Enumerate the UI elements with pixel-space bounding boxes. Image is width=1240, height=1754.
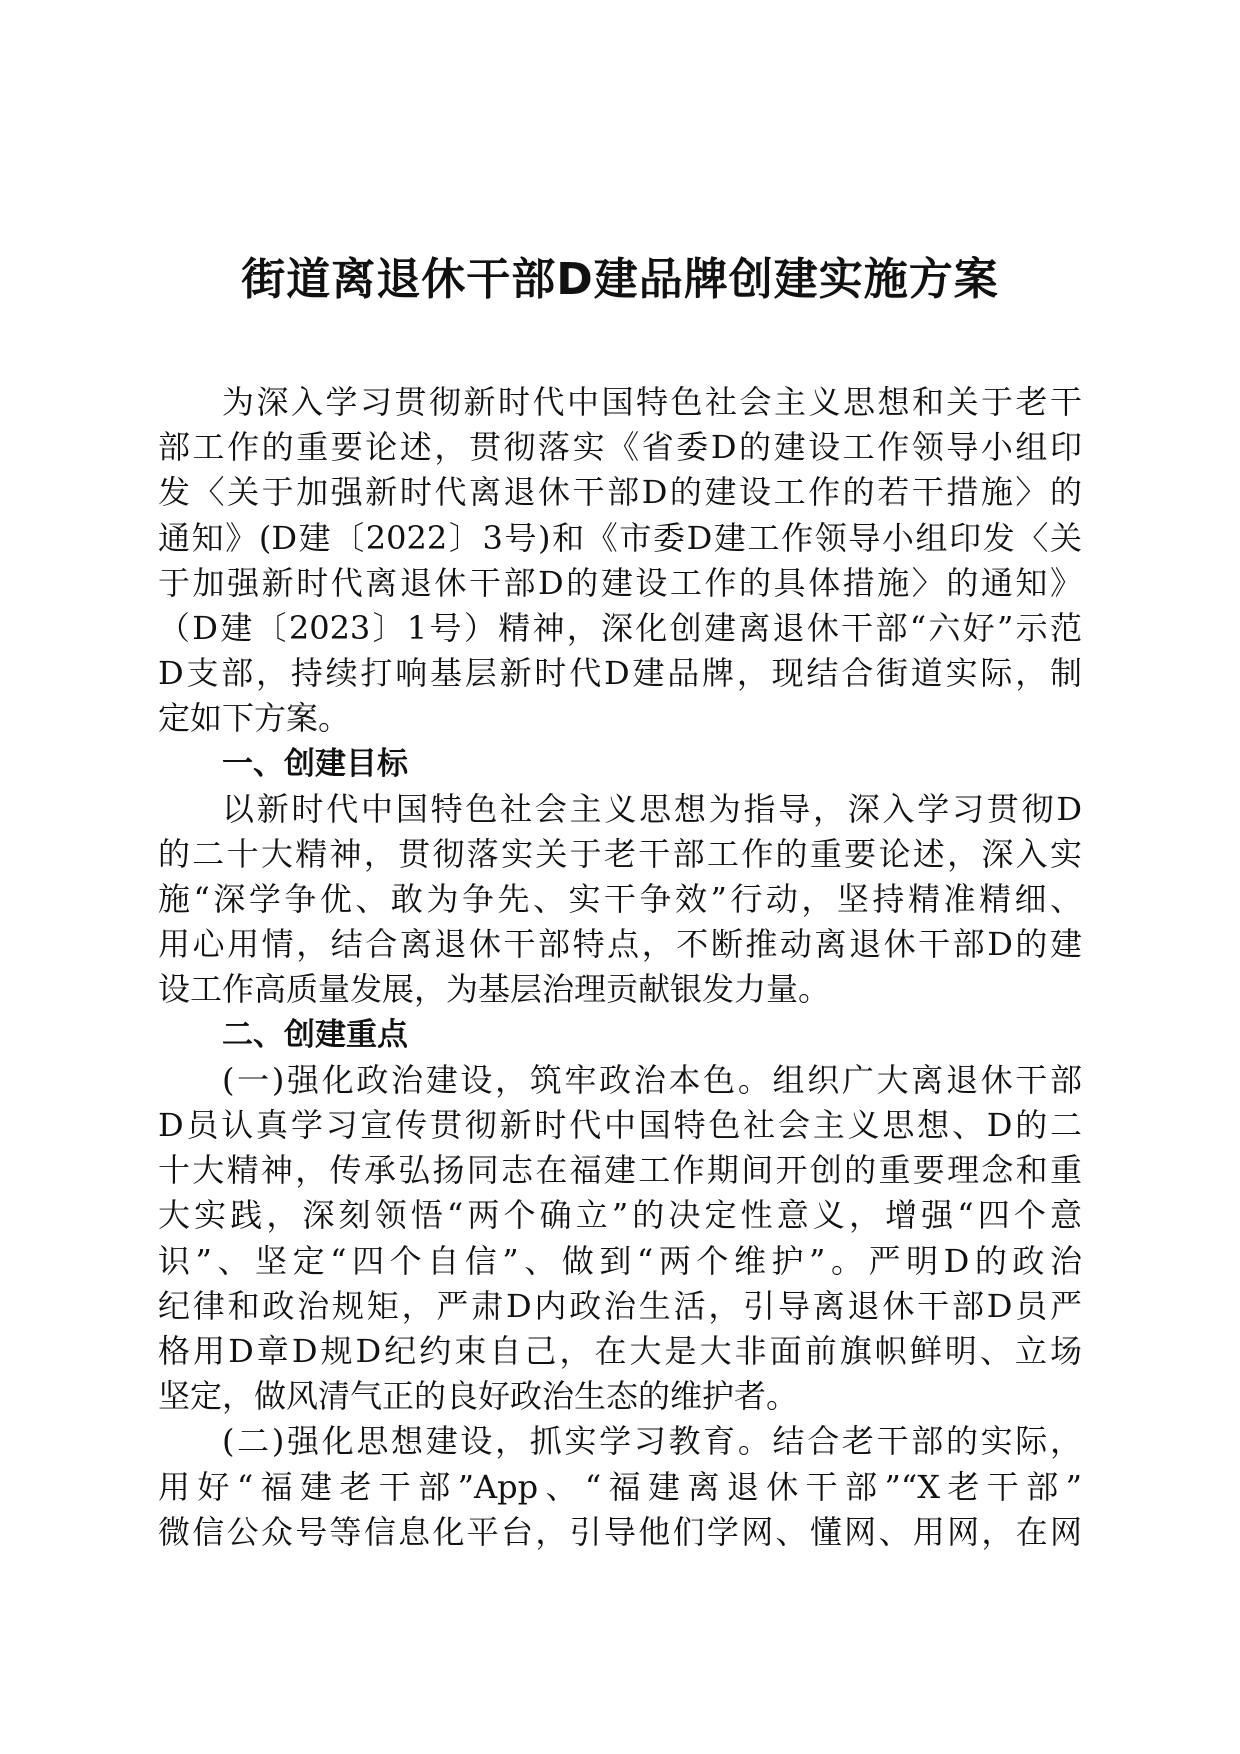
paragraph-line: D员认真学习宣传贯彻新时代中国特色社会主义思想、D的二 [158,1106,1082,1144]
section-heading-goals: 一、创建目标 [222,745,408,782]
paragraph-line: 施“深学争优、敢为争先、实干争效”行动，坚持精准精细、 [158,880,1082,919]
paragraph-focus-1 [158,1058,1082,1420]
paragraph-line: 以新时代中国特色社会主义思想为指导，深入学习贯彻D [222,789,1082,828]
paragraph-line: 识”、坚定“四个自信”、做到“两个维护”。严明D的政治 [158,1241,1082,1280]
paragraph-line: D支部，持续打响基层新时代D建品牌，现结合街道实际，制 [158,654,1082,693]
paragraph-line: 于加强新时代离退休干部D的建设工作的具体措施〉的通知》 [158,563,1082,602]
document-title: 街道离退休干部D建品牌创建实施方案 [241,254,999,305]
paragraph-line: (一)强化政治建设，筑牢政治本色。组织广大离退休干部 [222,1060,1082,1099]
paragraph-line: 为深入学习贯彻新时代中国特色社会主义思想和关于老干 [222,383,1082,421]
paragraph-goal [158,787,1082,1013]
paragraph-line: （D建〔2023〕1号）精神，深化创建离退休干部“六好”示范 [158,608,1082,647]
paragraph-line: (二)强化思想建设，抓实学习教育。结合老干部的实际， [222,1422,1082,1461]
paragraph-line: 通知》(D建〔2022〕3号)和《市委D建工作领导小组印发〈关 [158,518,1082,557]
paragraph-line: 设工作高质量发展，为基层治理贡献银发力量。 [158,970,831,1009]
paragraph-line: 用心用情，结合离退休干部特点，不断推动离退休干部D的建 [158,925,1082,964]
section-heading-focus: 二、创建重点 [222,1016,408,1053]
document-body [158,380,1082,1555]
paragraph-intro [158,380,1082,742]
paragraph-line: 定如下方案。 [158,699,351,738]
paragraph-line: 格用D章D规D纪约束自己，在大是大非面前旗帜鲜明、立场 [158,1331,1082,1370]
paragraph-line: 大实践，深刻领悟“两个确立”的决定性意义，增强“四个意 [158,1196,1082,1235]
paragraph-line: 微信公众号等信息化平台，引导他们学网、懂网、用网，在网 [158,1512,1082,1551]
paragraph-line: 的二十大精神，贯彻落实关于老干部工作的重要论述，深入实 [158,834,1082,873]
paragraph-line: 部工作的重要论述，贯彻落实《省委D的建设工作领导小组印 [158,428,1082,467]
paragraph-line: 十大精神，传承弘扬同志在福建工作期间开创的重要理念和重 [158,1151,1082,1190]
paragraph-focus-2 [158,1419,1082,1555]
paragraph-line: 用好“福建老干部”App、“福建离退休干部”“X老干部” [158,1467,1082,1506]
paragraph-line: 坚定，做风清气正的良好政治生态的维护者。 [158,1377,799,1416]
paragraph-line: 发〈关于加强新时代离退休干部D的建设工作的若干措施〉的 [158,473,1082,512]
paragraph-line: 纪律和政治规矩，严肃D内政治生活，引导离退休干部D员严 [158,1286,1082,1325]
